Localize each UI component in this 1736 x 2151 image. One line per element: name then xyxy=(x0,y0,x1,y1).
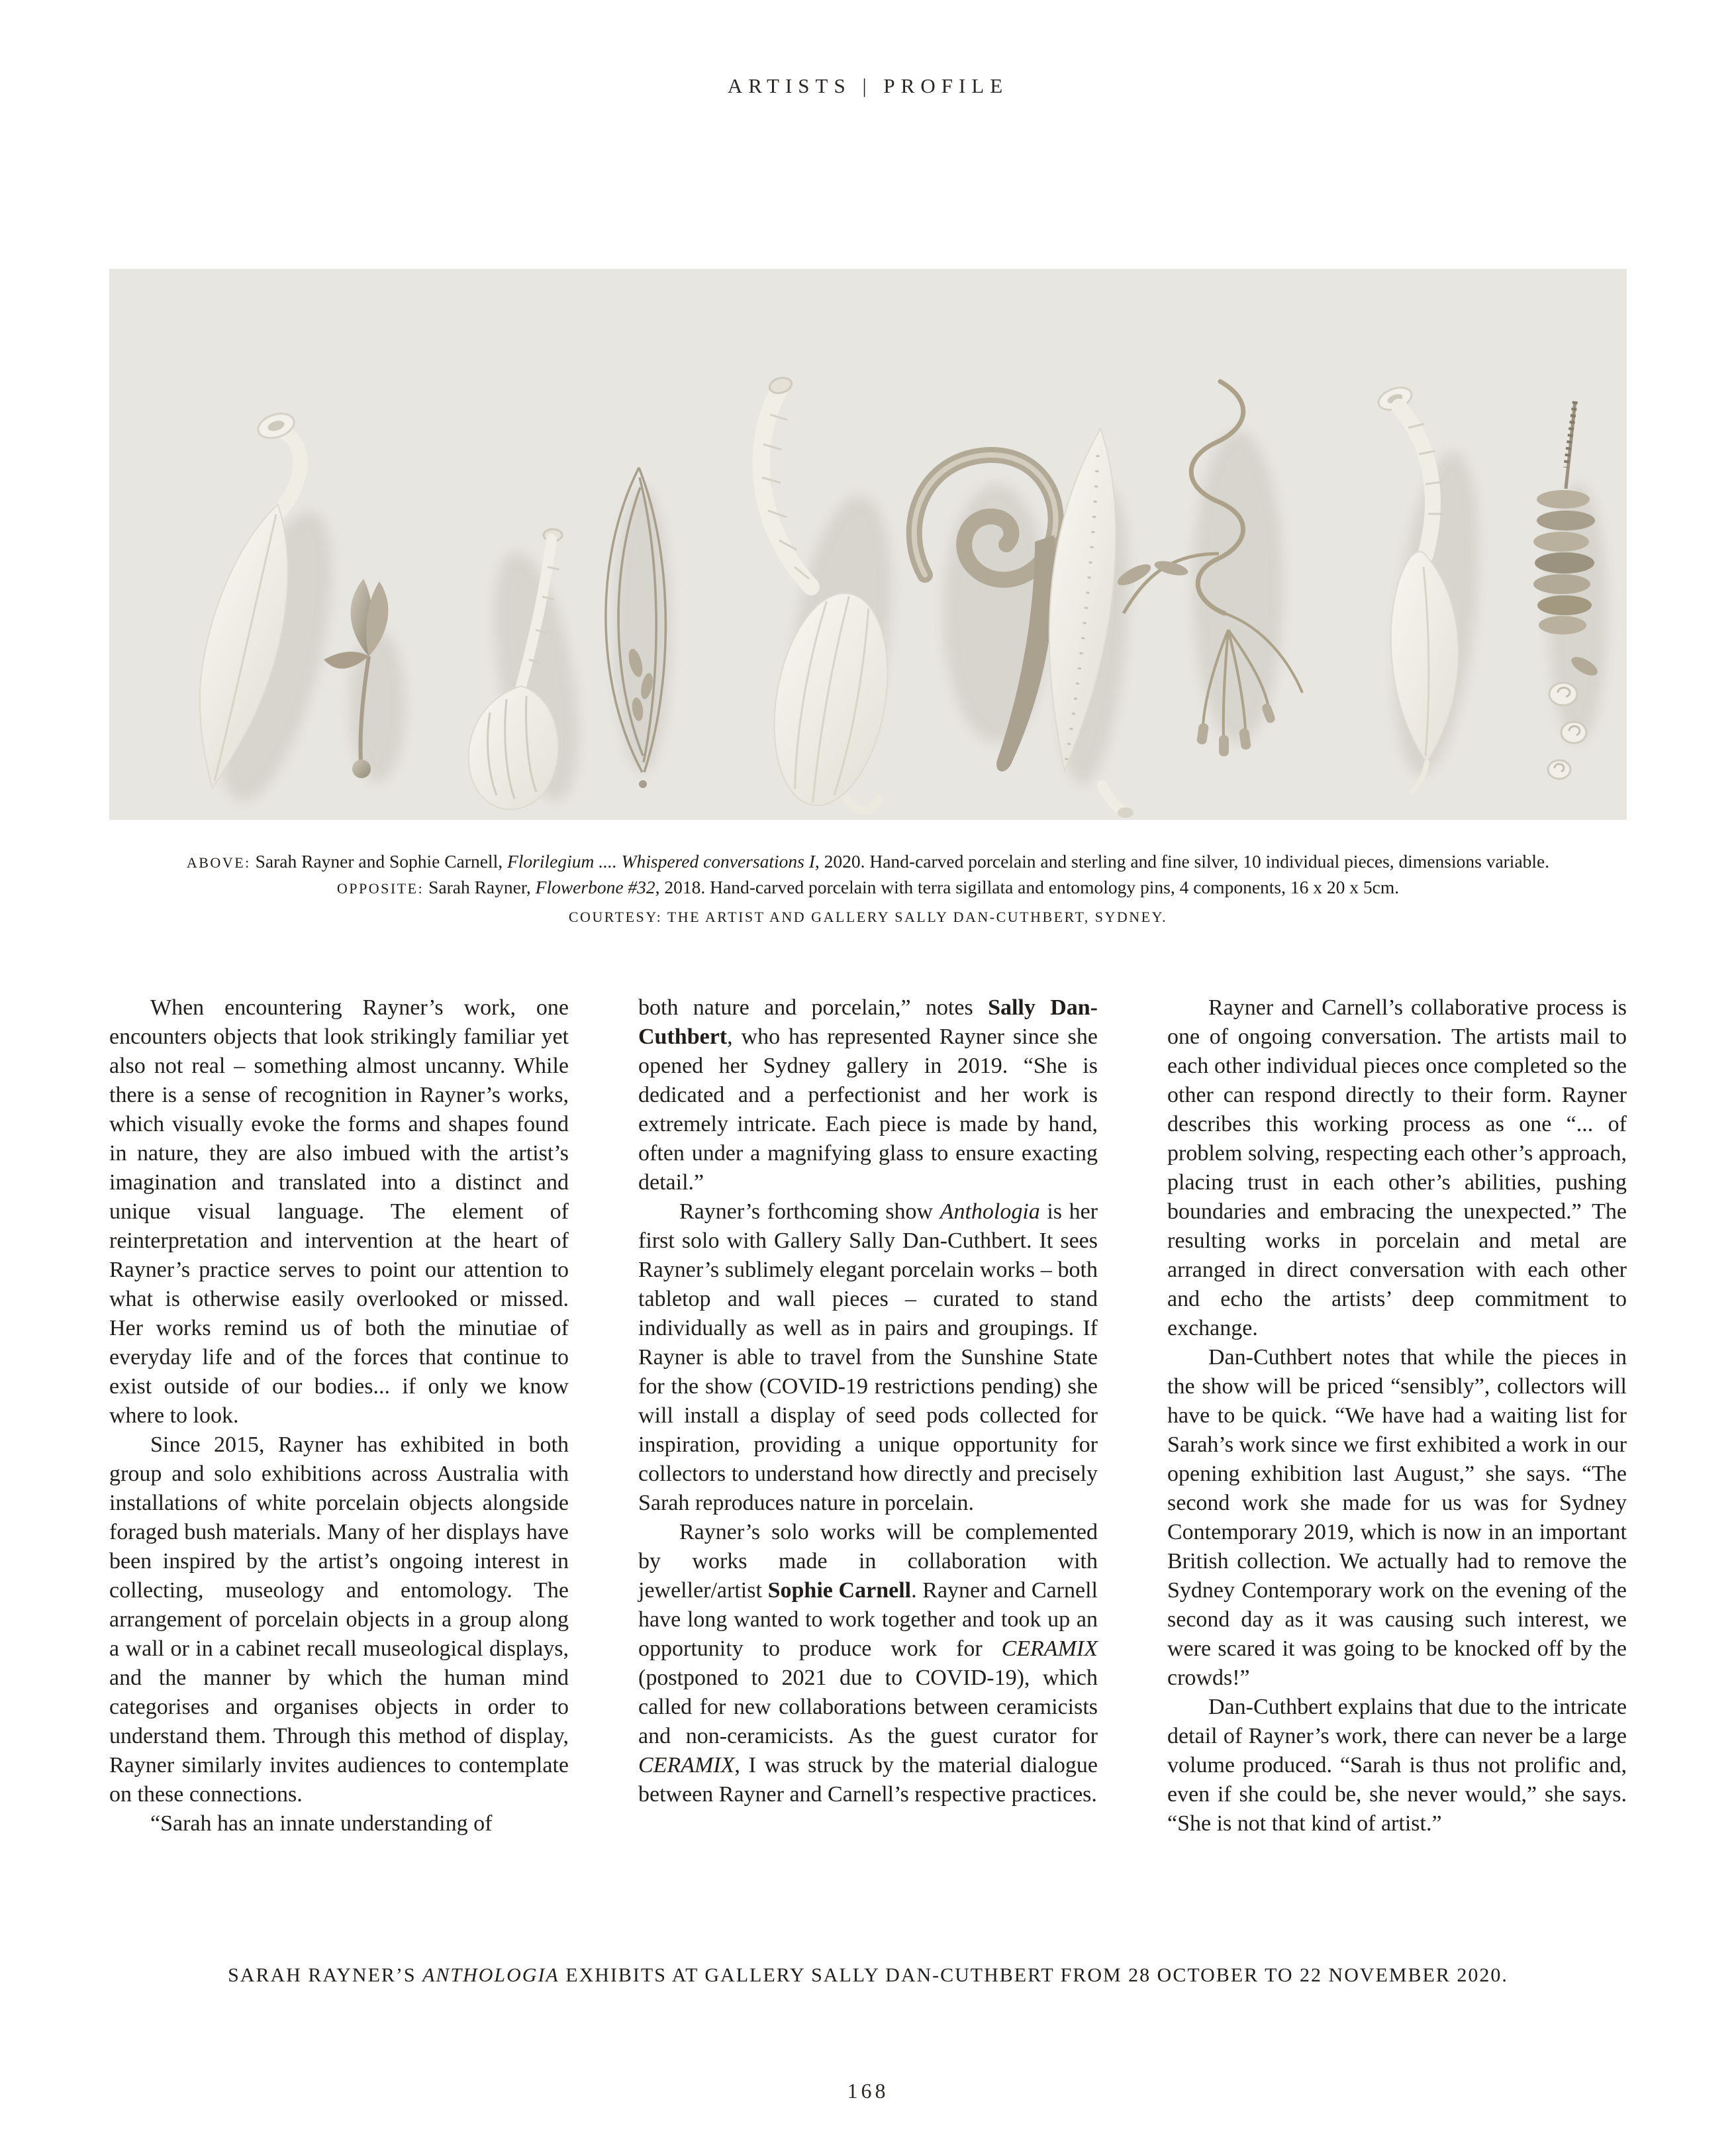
paragraph: Rayner’s forthcoming show Anthologia is her first solo with Gallery Sally Dan-Cuthbert. It sees Rayner’s sublimely elegant porcelain works – both tabletop and wall pieces – curated to stand individually as well as in pairs and groupings. If Rayner is able to travel from the Sunshine State for the show (COVID-19 restrictions pending) she will install a display of seed pods collected for inspiration, providing a unique opportunity for collectors to understand how directly and precisely Sarah reproduces nature in porcelain. xyxy=(638,1199,1098,1515)
caption-opposite: OPPOSITE: Sarah Rayner, Flowerbone #32, 2018. Hand-carved porcelain with terra sigillata and entomology pins, 4 components, 16 x 20 x 5cm. xyxy=(336,877,1400,897)
artwork-figure xyxy=(109,269,1627,820)
caption-block xyxy=(109,849,1627,927)
column-2 xyxy=(638,993,1098,1928)
section-header: ARTISTS | PROFILE xyxy=(727,74,1009,97)
paragraph: both nature and porcelain,” notes Sally Dan-Cuthbert, who has represented Rayner since she opened her Sydney gallery in 2019. “She is dedicated and a perfectionist and her work is extremely intricate. Each piece is made by hand, often under a magnifying glass to ensure exacting detail.” xyxy=(638,995,1098,1195)
paragraph: When encountering Rayner’s work, one encounters objects that look strikingly familiar yet also not real – something almost uncanny. While there is a sense of recognition in Rayner’s works, which visually evoke the forms and shapes found in nature, they are also imbued with the artist’s imagination and translated into a distinct and unique visual language. The element of reinterpretation and intervention at the heart of Rayner’s practice serves to point our attention to what is otherwise easily overlooked or missed. Her works remind us of both the minutiae of everyday life and of the forces that continue to exist outside of our bodies... if only we know where to look. xyxy=(109,995,569,1428)
paragraph: “Sarah has an innate understanding of xyxy=(150,1811,493,1836)
paragraph: Dan-Cuthbert notes that while the pieces in the show will be priced “sensibly”, collectors will have to be quick. “We have had a waiting list for Sarah’s work since we first exhibited a work in our opening exhibition last August,” she says. “The second work she made for us was for Sydney Contemporary 2019, which is now in an important British collection. We actually had to remove the Sydney Contemporary work on the evening of the second day as it was causing such interest, we were scared it was going to be knocked off by the crowds!” xyxy=(1167,1345,1627,1690)
page-number: 168 xyxy=(847,2079,889,2103)
caption-courtesy: COURTESY: THE ARTIST AND GALLERY SALLY DAN-CUTHBERT, SYDNEY. xyxy=(568,909,1168,925)
column-1 xyxy=(109,993,569,1928)
column-3 xyxy=(1167,993,1627,1928)
caption-above: ABOVE: Sarah Rayner and Sophie Carnell, Florilegium .... Whispered conversations I, 2020. Hand-carved porcelain and sterling and fine silver, 10 individual pieces, dimensions variable. xyxy=(186,851,1550,872)
exhibition-note: SARAH RAYNER’S ANTHOLOGIA EXHIBITS AT GALLERY SALLY DAN-CUTHBERT FROM 28 OCTOBER TO 22 NOVEMBER 2020. xyxy=(228,1964,1508,1986)
paragraph: Dan-Cuthbert explains that due to the intricate detail of Rayner’s work, there can never be a large volume produced. “Sarah is thus not prolific and, even if she could be, she never would,” she says. “She is not that kind of artist.” xyxy=(1167,1695,1627,1836)
paragraph: Since 2015, Rayner has exhibited in both group and solo exhibitions across Australia with installations of white porcelain objects alongside foraged bush materials. Many of her displays have been inspired by the artist’s ongoing interest in collecting, museology and entomology. The arrangement of porcelain objects in a group along a wall or in a cabinet recall museological displays, and the manner by which the human mind categorises and organises objects in order to understand them. Through this method of display, Rayner similarly invites audiences to contemplate on these connections. xyxy=(109,1432,569,1807)
paragraph: Rayner’s solo works will be complemented by works made in collaboration with jeweller/artist Sophie Carnell. Rayner and Carnell have long wanted to work together and took up an opportunity to produce work for CERAMIX (postponed to 2021 due to COVID-19), which called for new collaborations between ceramicists and non-ceramicists. As the guest curator for CERAMIX, I was struck by the material dialogue between Rayner and Carnell’s respective practices. xyxy=(638,1520,1098,1807)
artwork-image xyxy=(109,269,1627,820)
article-body xyxy=(109,993,1627,1928)
paragraph: Rayner and Carnell’s collaborative process is one of ongoing conversation. The artists mail to each other individual pieces once completed so the other can respond directly to their form. Rayner describes this working process as one “... of problem solving, respecting each other’s approach, placing trust in each other’s abilities, pushing boundaries and embracing the unexpected.” The resulting works in porcelain and metal are arranged in direct conversation with each other and echo the artists’ deep commitment to exchange. xyxy=(1167,995,1627,1340)
